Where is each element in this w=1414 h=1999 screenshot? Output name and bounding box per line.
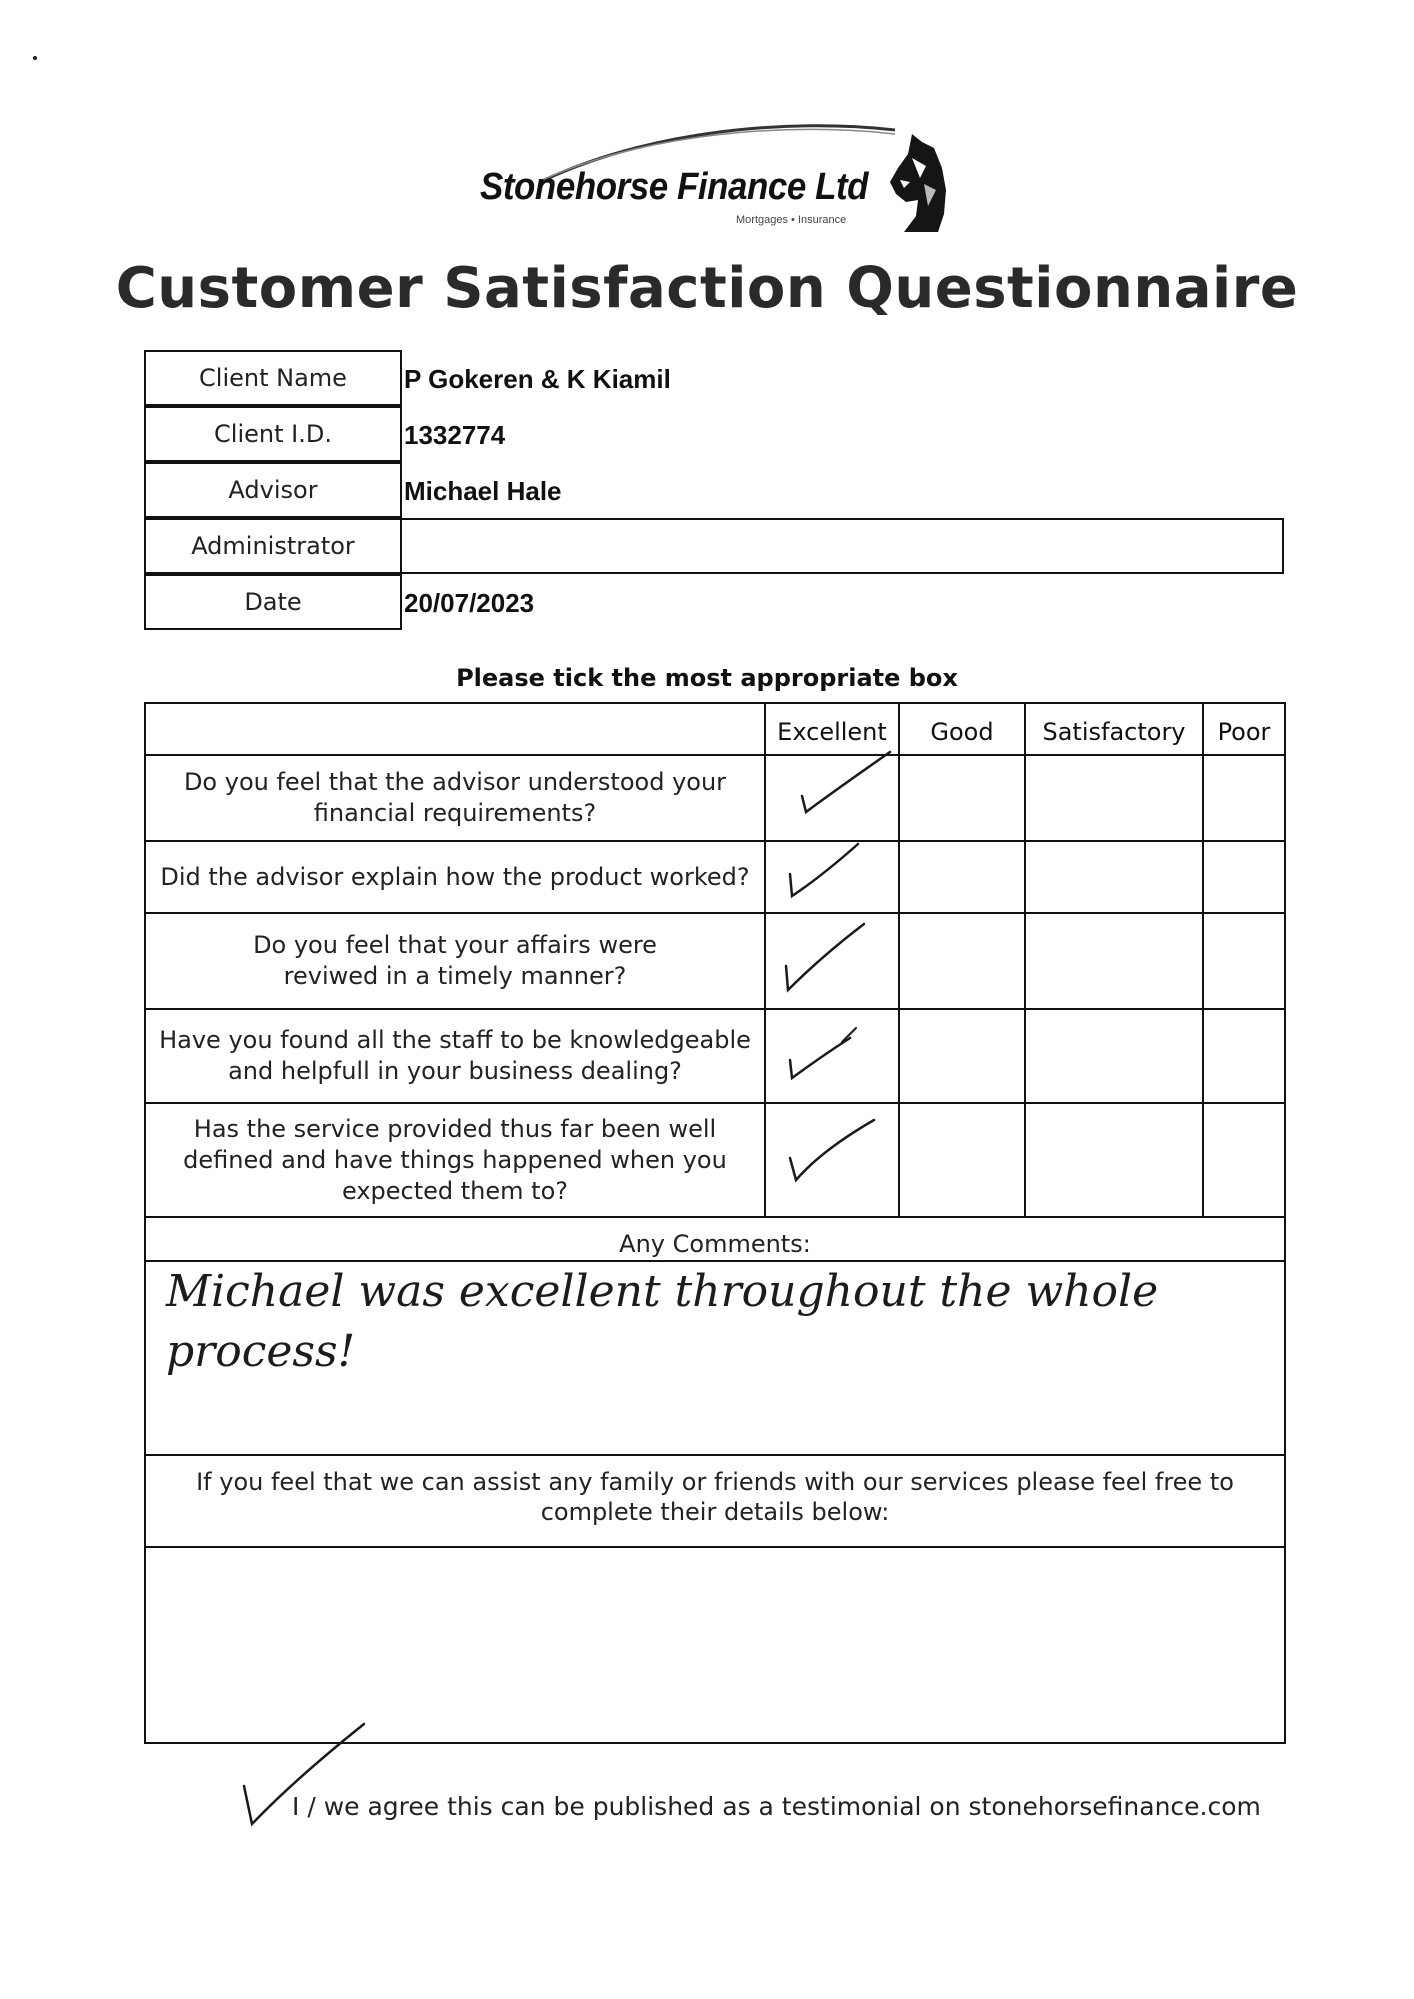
comments-label: Any Comments: (619, 1230, 811, 1258)
question-4: Have you found all the staff to be knowledgeable and helpfull in your business dealing? (159, 1026, 751, 1085)
tick-instruction: Please tick the most appropriate box (456, 664, 958, 692)
company-logo-text: Stonehorse Finance Ltd (480, 166, 869, 208)
col-header-satisfactory: Satisfactory (1042, 718, 1186, 746)
col-header-excellent: Excellent (777, 718, 887, 746)
handwritten-comment[interactable]: Michael was excellent throughout the whole process! (166, 1266, 1159, 1377)
page-title: Customer Satisfaction Questionnaire (115, 256, 1299, 321)
client-id-label: Client I.D. (144, 406, 402, 462)
tick-q3-excellent-icon[interactable] (778, 920, 888, 1000)
tick-q2-excellent-icon[interactable] (782, 840, 892, 910)
question-1: Do you feel that the advisor understood your financial requirements? (183, 768, 727, 827)
col-header-good: Good (930, 718, 994, 746)
consent-checkbox-tick-icon[interactable] (234, 1720, 374, 1840)
question-5: Has the service provided thus far been well defined and have things happened when you expected them to? (183, 1114, 727, 1205)
date-value: 20/07/2023 (404, 588, 535, 618)
advisor-value: Michael Hale (404, 476, 562, 506)
tick-q4-excellent-icon[interactable] (782, 1022, 892, 1102)
client-id-value: 1332774 (404, 420, 506, 450)
col-header-poor: Poor (1217, 718, 1271, 746)
tick-q5-excellent-icon[interactable] (782, 1114, 892, 1194)
company-tagline: Mortgages • Insurance (736, 214, 847, 226)
testimonial-consent-text: I / we agree this can be published as a testimonial on stonehorsefinance.com (292, 1792, 1261, 1821)
client-name-value: P Gokeren & K Kiamil (404, 364, 671, 394)
administrator-field[interactable] (402, 518, 1284, 574)
horse-head-logo-icon (882, 128, 952, 238)
question-3: Do you feel that your affairs were reviwed in a timely manner? (253, 931, 657, 990)
tick-q1-excellent-icon[interactable] (790, 744, 900, 824)
scan-speck (33, 56, 37, 60)
question-2: Did the advisor explain how the product worked? (160, 862, 750, 891)
client-name-label: Client Name (144, 350, 402, 406)
advisor-label: Advisor (144, 462, 402, 518)
administrator-label: Administrator (144, 518, 402, 574)
referral-details-field[interactable] (146, 1548, 1284, 1742)
date-label: Date (144, 574, 402, 630)
referral-prompt: If you feel that we can assist any family or friends with our services please feel free to complete their details below: (196, 1468, 1234, 1526)
